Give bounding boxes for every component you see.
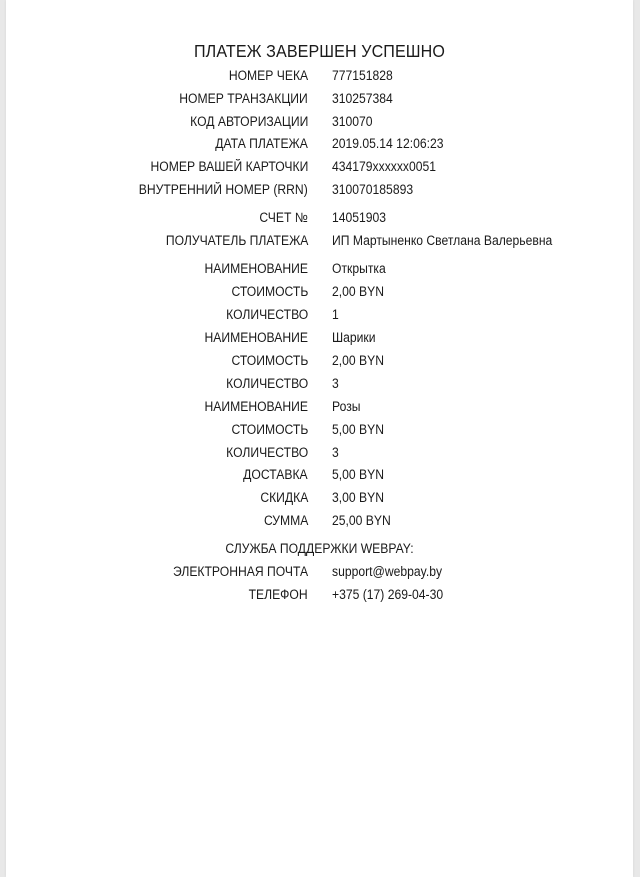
support-email-link[interactable]: support@webpay.by	[332, 564, 443, 579]
support-heading: СЛУЖБА ПОДДЕРЖКИ WEBPAY:	[225, 541, 414, 556]
item-name-value: Розы	[332, 399, 361, 414]
auth-code-row	[6, 112, 633, 132]
transaction-number-row	[6, 89, 633, 109]
item-price-value: 5,00 BYN	[332, 422, 385, 437]
card-number-value: 434179xxxxxx0051	[332, 159, 437, 174]
support-email-row	[6, 562, 633, 582]
rrn-label: ВНУТРЕННИЙ НОМЕР (RRN)	[139, 182, 308, 197]
item-name-row	[6, 328, 633, 348]
total-value: 25,00 BYN	[332, 513, 391, 528]
item-price-value: 2,00 BYN	[332, 353, 385, 368]
item-qty-label: КОЛИЧЕСТВО	[225, 376, 308, 391]
item-qty-value: 1	[332, 307, 339, 322]
item-name-row	[6, 259, 633, 279]
item-qty-value: 3	[332, 376, 339, 391]
auth-code-label: КОД АВТОРИЗАЦИИ	[189, 114, 308, 129]
auth-code-value: 310070	[332, 114, 373, 129]
payment-date-label: ДАТА ПЛАТЕЖА	[215, 136, 308, 151]
support-phone-label: ТЕЛЕФОН	[248, 587, 308, 602]
item-name-label: НАИМЕНОВАНИЕ	[204, 330, 308, 345]
item-price-value: 2,00 BYN	[332, 284, 385, 299]
support-phone-link[interactable]: +375 (17) 269-04-30	[332, 587, 444, 602]
delivery-row	[6, 465, 633, 485]
transaction-number-label: НОМЕР ТРАНЗАКЦИИ	[179, 91, 308, 106]
card-number-label: НОМЕР ВАШЕЙ КАРТОЧКИ	[150, 159, 308, 174]
receipt-title: ПЛАТЕЖ ЗАВЕРШЕН УСПЕШНО	[193, 41, 445, 61]
item-price-row	[6, 282, 633, 302]
rrn-value: 310070185893	[332, 182, 414, 197]
check-number-value: 777151828	[332, 68, 393, 83]
item-name-value: Открытка	[332, 261, 386, 276]
discount-value: 3,00 BYN	[332, 490, 385, 505]
item-name-label: НАИМЕНОВАНИЕ	[204, 399, 308, 414]
item-qty-row	[6, 374, 633, 394]
item-price-row	[6, 351, 633, 371]
payment-date-value: 2019.05.14 12:06:23	[332, 136, 444, 151]
item-name-row	[6, 397, 633, 417]
recipient-label: ПОЛУЧАТЕЛЬ ПЛАТЕЖА	[165, 233, 308, 248]
discount-label: СКИДКА	[260, 490, 308, 505]
recipient-value: ИП Мартыненко Светлана Валерьевна	[332, 233, 553, 248]
total-label: СУММА	[263, 513, 308, 528]
item-name-label: НАИМЕНОВАНИЕ	[204, 261, 308, 276]
item-price-label: СТОИМОСТЬ	[231, 353, 308, 368]
item-price-label: СТОИМОСТЬ	[231, 422, 308, 437]
item-qty-label: КОЛИЧЕСТВО	[225, 307, 308, 322]
invoice-label: СЧЕТ №	[259, 210, 308, 225]
rrn-row	[6, 180, 633, 200]
discount-row	[6, 488, 633, 508]
total-row	[6, 511, 633, 531]
support-email-label: ЭЛЕКТРОННАЯ ПОЧТА	[172, 564, 308, 579]
item-price-label: СТОИМОСТЬ	[231, 284, 308, 299]
recipient-row	[6, 231, 633, 251]
card-number-row	[6, 157, 633, 177]
delivery-value: 5,00 BYN	[332, 467, 385, 482]
item-price-row	[6, 420, 633, 440]
item-qty-value: 3	[332, 445, 339, 460]
item-qty-row	[6, 305, 633, 325]
item-name-value: Шарики	[332, 330, 376, 345]
invoice-row	[6, 208, 633, 228]
check-number-label: НОМЕР ЧЕКА	[228, 68, 308, 83]
item-qty-row	[6, 443, 633, 463]
delivery-label: ДОСТАВКА	[243, 467, 308, 482]
invoice-value: 14051903	[332, 210, 387, 225]
support-phone-row	[6, 585, 633, 605]
transaction-number-value: 310257384	[332, 91, 393, 106]
item-qty-label: КОЛИЧЕСТВО	[225, 445, 308, 460]
payment-date-row	[6, 134, 633, 154]
check-number-row	[6, 66, 633, 86]
receipt-page	[6, 0, 633, 877]
